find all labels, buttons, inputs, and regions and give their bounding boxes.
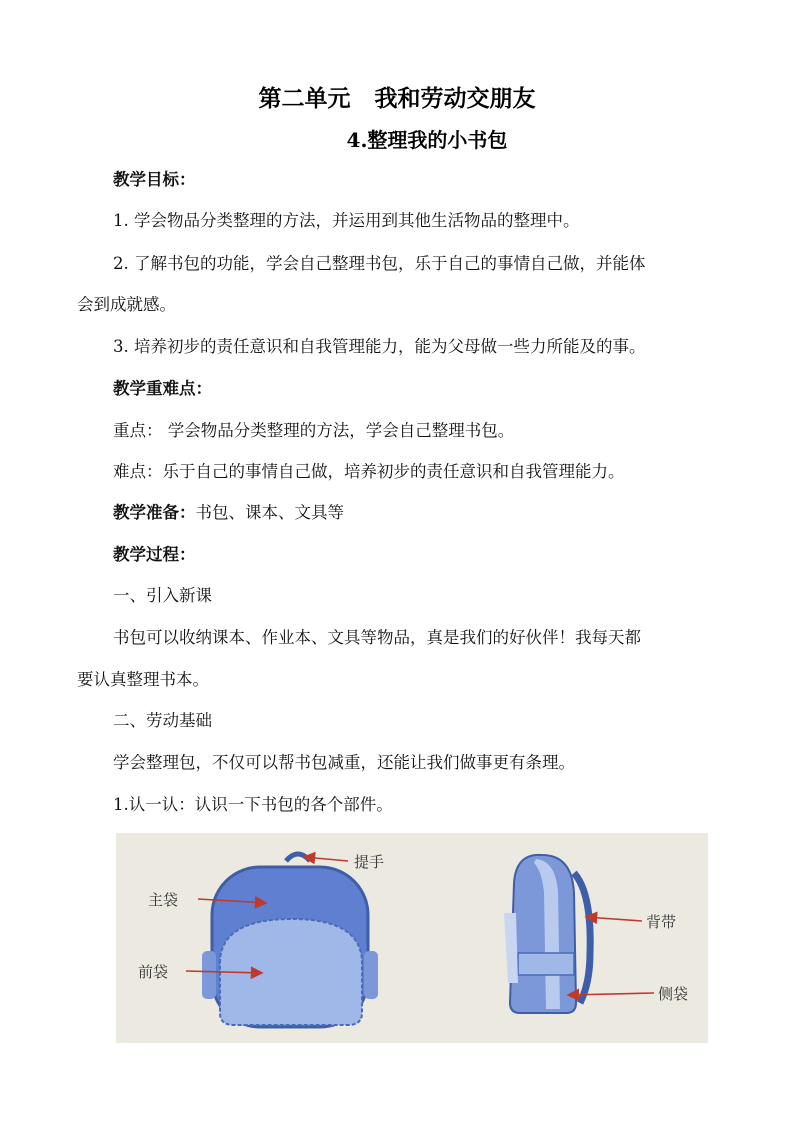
- backpack-front-view: [202, 854, 378, 1027]
- label-front: 前袋: [138, 963, 169, 981]
- key-point: 重点： 学会物品分类整理的方法，学会自己整理书包。: [113, 421, 515, 440]
- label-strap: 背带: [646, 913, 677, 931]
- unit-title: [0, 80, 794, 113]
- objectives-heading: 教学目标：: [113, 170, 196, 189]
- label-handle: 提手: [354, 853, 385, 871]
- section2-heading: 二、劳动基础: [113, 711, 212, 730]
- objective-2-line1: 2. 了解书包的功能，学会自己整理书包，乐于自己的事情自己做，并能体: [113, 254, 646, 273]
- backpack-figure: [116, 833, 708, 1043]
- side-zip-shape: [504, 913, 518, 983]
- backpack-side-view: [504, 855, 590, 1013]
- key-points-heading: 教学重难点：: [113, 379, 212, 398]
- left-side-shape: [202, 951, 216, 999]
- section1-text-line2: 要认真整理书本。: [77, 670, 209, 689]
- right-side-shape: [364, 951, 378, 999]
- objective-1: 1. 学会物品分类整理的方法，并运用到其他生活物品的整理中。: [113, 211, 580, 230]
- objective-3: 3. 培养初步的责任意识和自我管理能力，能为父母做一些力所能及的事。: [113, 337, 646, 356]
- lesson-title: 4.整理我的小书包: [346, 128, 508, 152]
- section1-heading: 一、引入新课: [113, 586, 212, 605]
- step1-text: 1.认一认：认识一下书包的各个部件。: [113, 795, 393, 814]
- side-pocket-shape: [518, 953, 574, 975]
- unit-label: 第二单元: [258, 85, 351, 112]
- preparation-line: [77, 498, 722, 528]
- section1-text-line1: 书包可以收纳课本、作业本、文具等物品，真是我们的好伙伴！我每天都: [113, 628, 641, 647]
- preparation-heading: 教学准备：: [113, 503, 196, 522]
- objective-2-line2: 会到成就感。: [77, 295, 176, 314]
- backpack-illustration: [116, 833, 708, 1043]
- label-main: 主袋: [148, 891, 179, 909]
- section2-text: 学会整理包，不仅可以帮书包减重，还能让我们做事更有条理。: [113, 753, 575, 772]
- arrow-strap: [586, 917, 642, 921]
- preparation-text: 书包、课本、文具等: [195, 503, 344, 522]
- difficult-point: 难点：乐于自己的事情自己做，培养初步的责任意识和自我管理能力。: [113, 462, 625, 481]
- process-heading: 教学过程：: [113, 545, 196, 564]
- label-side: 侧袋: [658, 985, 689, 1003]
- unit-theme: 我和劳动交朋友: [374, 85, 536, 112]
